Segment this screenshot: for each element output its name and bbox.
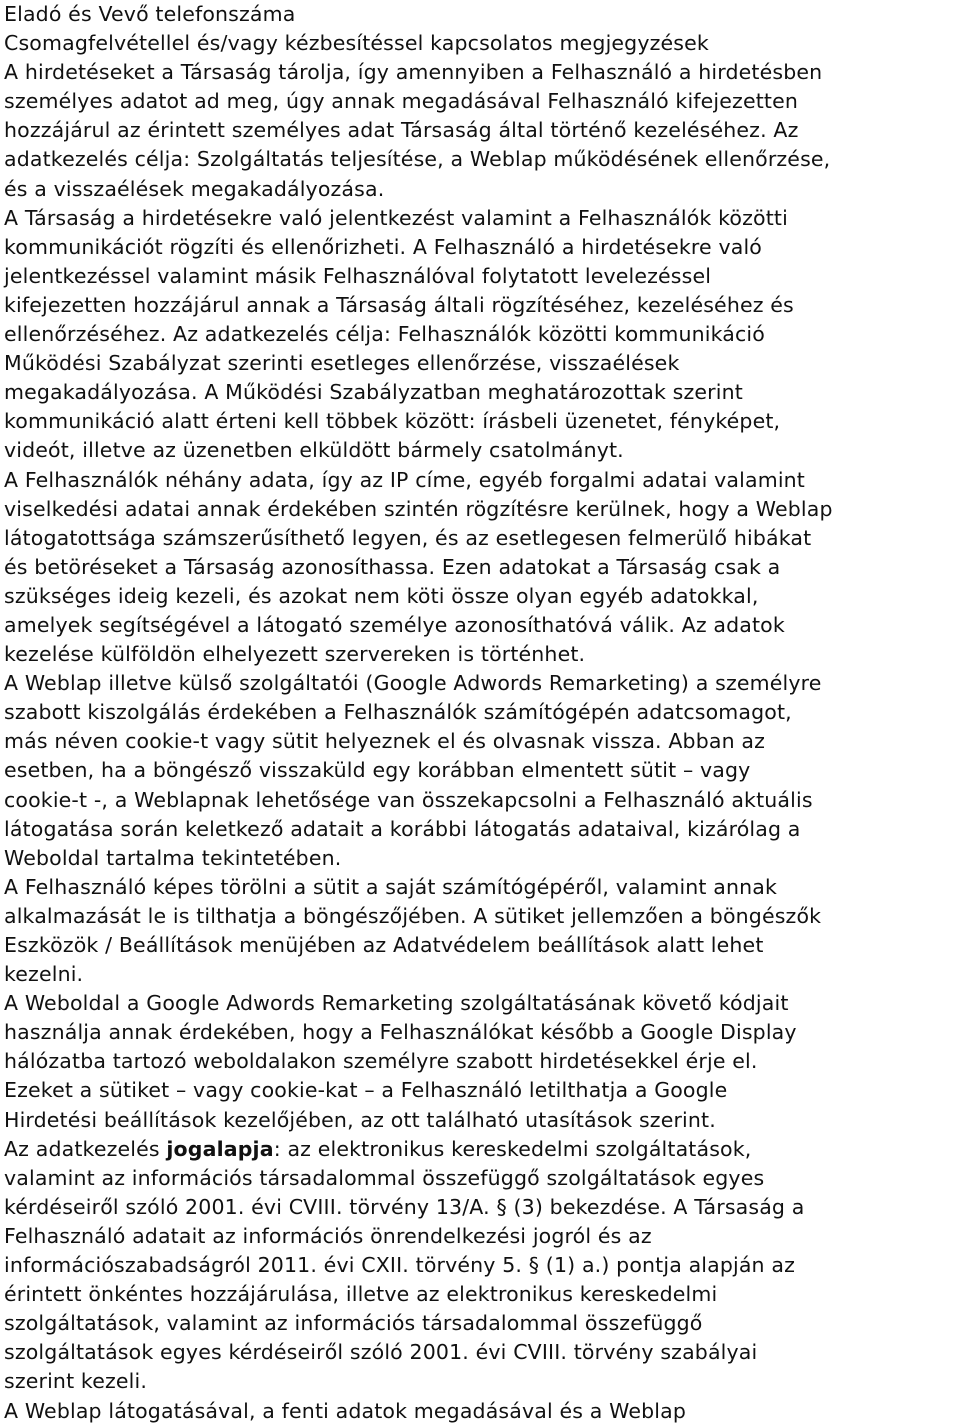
- legal-basis-bold-term: jogalapja: [166, 1136, 274, 1161]
- text-line: videót, illetve az üzenetben elküldött bármely csatolmányt.: [4, 438, 624, 463]
- text-line: kezelni.: [4, 962, 84, 987]
- text-line: esetben, ha a böngésző visszaküld egy korábban elmentett sütit – vagy: [4, 758, 751, 783]
- text-line: kérdéseiről szóló 2001. évi CVIII. törvény 13/A. § (3) bekezdése. A Társaság a: [4, 1194, 805, 1219]
- legal-basis-suffix: : az elektronikus kereskedelmi szolgáltatások,: [273, 1136, 752, 1161]
- text-line: Csomagfelvétellel és/vagy kézbesítéssel kapcsolatos megjegyzések: [4, 31, 709, 56]
- legal-basis-line: [4, 1135, 956, 1164]
- text-line: alkalmazását le is tilthatja a böngészőjében. A sütiket jellemzően a böngészők: [4, 903, 822, 928]
- text-line: Eszközök / Beállítások menüjében az Adatvédelem beállítások alatt lehet: [4, 933, 764, 957]
- text-line: kommunikációt rögzíti és ellenőrizheti. A Felhasználó a hirdetésekre való: [4, 234, 762, 259]
- text-line: A hirdetéseket a Társaság tárolja, így amennyiben a Felhasználó a hirdetésben: [4, 60, 823, 85]
- text-line: látogatottsága számszerűsíthető legyen, és az esetlegesen felmerülő hibákat: [4, 525, 812, 550]
- text-line: hozzájárul az érintett személyes adat Társaság által történő kezeléséhez. Az: [4, 118, 799, 143]
- text-line: Weboldal tartalma tekintetében.: [4, 845, 342, 870]
- text-line: szolgáltatások egyes kérdéseiről szóló 2001. évi CVIII. törvény szabályai: [4, 1340, 758, 1365]
- text-line: szükséges ideig kezeli, és azokat nem köti össze olyan egyéb adatokkal,: [4, 583, 759, 608]
- text-line: látogatása során keletkező adatait a korábbi látogatás adataival, kizárólag a: [4, 816, 801, 841]
- text-line: kifejezetten hozzájárul annak a Társaság általi rögzítéséhez, kezeléséhez és: [4, 292, 794, 317]
- text-line: információszabadságról 2011. évi CXII. törvény 5. § (1) a.) pontja alapján az: [4, 1253, 795, 1278]
- text-line: A Felhasználó képes törölni a sütit a saját számítógépéről, valamint annak: [4, 874, 778, 899]
- text-line: érintett önkéntes hozzájárulása, illetve az elektronikus kereskedelmi: [4, 1282, 718, 1307]
- text-line: valamint az információs társadalommal összefüggő szolgáltatások egyes: [4, 1165, 765, 1190]
- text-line: megakadályozása. A Működési Szabályzatban meghatározottak szerint: [4, 380, 743, 405]
- text-line: viselkedési adatai annak érdekében szintén rögzítésre kerülnek, hogy a Weblap: [4, 496, 833, 521]
- text-line: szabott kiszolgálás érdekében a Felhasználók számítógépén adatcsomagot,: [4, 700, 792, 725]
- text-line: személyes adatot ad meg, úgy annak megadásával Felhasználó kifejezetten: [4, 89, 798, 114]
- text-line: kezelése külföldön elhelyezett szervereken is történhet.: [4, 642, 586, 667]
- text-line: Működési Szabályzat szerinti esetleges ellenőrzése, visszaélések: [4, 351, 680, 376]
- text-line: A Felhasználók néhány adata, így az IP címe, egyéb forgalmi adatai valamint: [4, 467, 805, 492]
- text-line: A Társaság a hirdetésekre való jelentkezést valamint a Felhasználók közötti: [4, 205, 788, 230]
- paragraph-list: [4, 0, 956, 1135]
- text-line: A Weboldal a Google Adwords Remarketing szolgáltatásának követő kódjait: [4, 991, 789, 1016]
- text-line: Felhasználó adatait az információs önrendelkezési jogról és az: [4, 1223, 652, 1248]
- text-line: más néven cookie-t vagy sütit helyeznek el és olvasnak vissza. Abban az: [4, 729, 766, 754]
- text-line: adatkezelés célja: Szolgáltatás teljesítése, a Weblap működésének ellenőrzése,: [4, 147, 831, 172]
- text-line: A Weblap illetve külső szolgáltatói (Google Adwords Remarketing) a személyre: [4, 671, 822, 696]
- text-line: Ezeket a sütiket – vagy cookie-kat – a Felhasználó letilthatja a Google: [4, 1078, 728, 1103]
- text-line: kommunikáció alatt érteni kell többek között: írásbeli üzenetet, fényképet,: [4, 409, 781, 434]
- text-line: hálózatba tartozó weboldalakon személyre szabott hirdetésekkel érje el.: [4, 1049, 758, 1074]
- text-line: jelentkezéssel valamint másik Felhasználóval folytatott levelezéssel: [4, 263, 712, 288]
- paragraph-list-after: [4, 1164, 956, 1426]
- text-line: Hirdetési beállítások kezelőjében, az ott található utasítások szerint.: [4, 1107, 716, 1132]
- text-line: szerint kezeli.: [4, 1369, 148, 1394]
- legal-basis-prefix: Az adatkezelés: [4, 1136, 167, 1161]
- text-line: A Weblap látogatásával, a fenti adatok megadásával és a Weblap: [4, 1398, 686, 1423]
- text-line: szolgáltatások, valamint az információs társadalommal összefüggő: [4, 1311, 703, 1336]
- text-line: Eladó és Vevő telefonszáma: [4, 2, 296, 26]
- text-line: cookie-t -, a Weblapnak lehetősége van összekapcsolni a Felhasználó aktuális: [4, 787, 813, 812]
- text-line: és a visszaélések megakadályozása.: [4, 176, 385, 201]
- text-line: ellenőrzéséhez. Az adatkezelés célja: Felhasználók közötti kommunikáció: [4, 322, 765, 347]
- text-line: amelyek segítségével a látogató személye azonosíthatóvá válik. Az adatok: [4, 612, 785, 637]
- text-line: és betöréseket a Társaság azonosíthassa. Ezen adatokat a Társaság csak a: [4, 554, 781, 579]
- text-line: használja annak érdekében, hogy a Felhasználókat később a Google Display: [4, 1020, 797, 1045]
